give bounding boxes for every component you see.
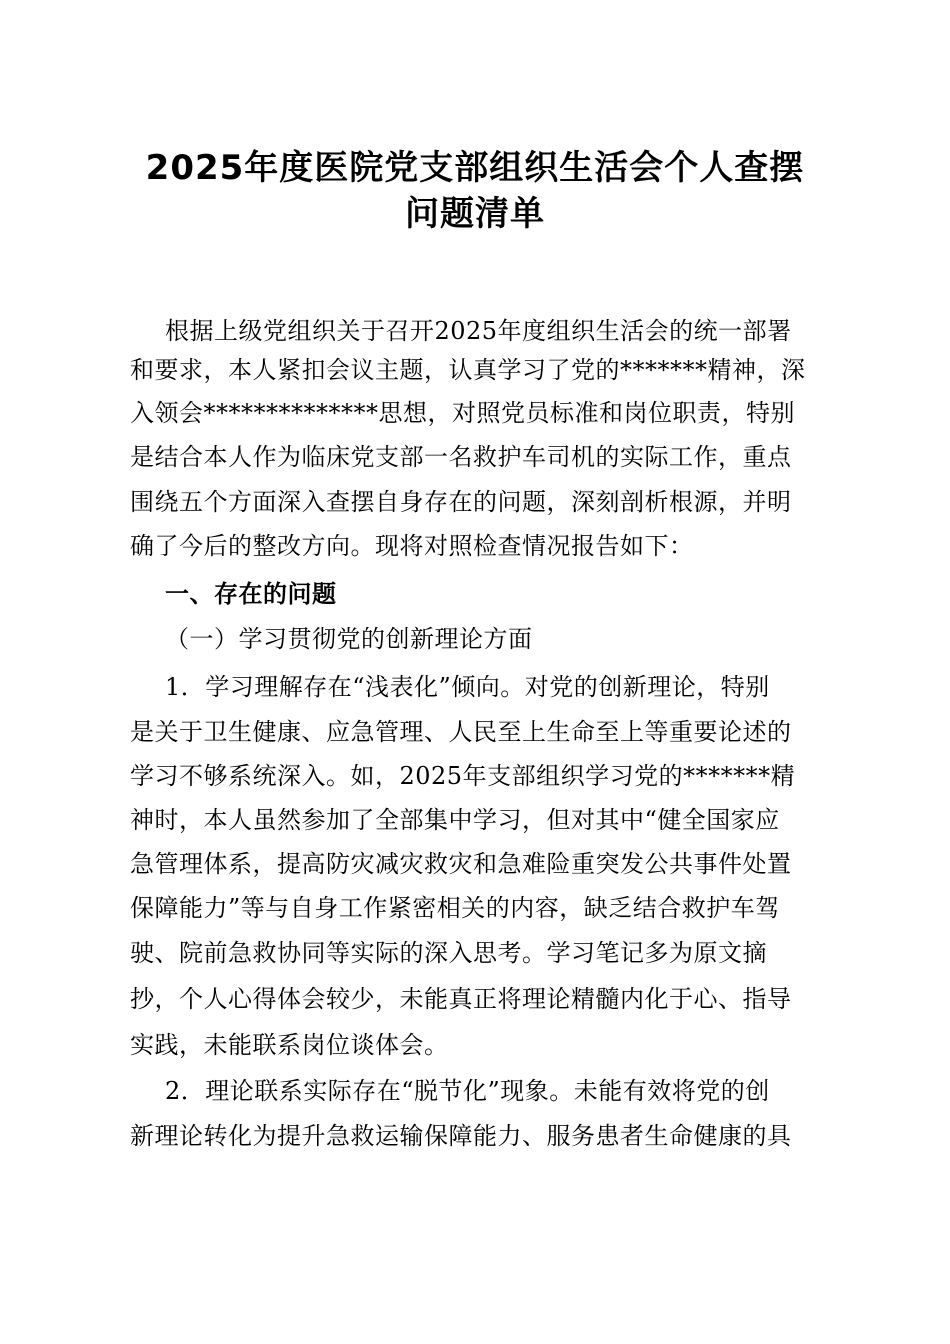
item-1-line: 保障能力”等与自身工作紧密相关的内容，缺乏结合救护车驾 (130, 894, 780, 922)
item-1-line: 急管理体系，提高防灾减灾救灾和急难险重突发公共事件处置 (130, 850, 792, 878)
subsection-heading: （一）学习贯彻党的创新理论方面 (165, 625, 533, 653)
intro-line: 和要求，本人紧扣会议主题，认真学习了党的*******精神，深 (130, 356, 806, 384)
item-1-line: 驶、院前急救协同等实际的深入思考。学习笔记多为原文摘 (130, 939, 767, 967)
item-1-line: 是关于卫生健康、应急管理、人民至上生命至上等重要论述的 (130, 718, 792, 746)
item-1-line: 实践，未能联系岗位谈体会。 (130, 1031, 449, 1059)
intro-line: 入领会**************思想，对照党员标准和岗位职责，特别 (130, 399, 795, 427)
item-2-line: 新理论转化为提升急救运输保障能力、服务患者生命健康的具 (130, 1122, 792, 1150)
item-1-line: 神时，本人虽然参加了全部集中学习，但对其中“健全国家应 (130, 806, 780, 834)
item-1-line: 学习不够系统深入。如，2025年支部组织学习党的*******精 (130, 762, 796, 790)
item-2-line: 2．理论联系实际存在“脱节化”现象。未能有效将党的创 (165, 1077, 770, 1105)
intro-line: 是结合本人作为临床党支部一名救护车司机的实际工作，重点 (130, 443, 792, 471)
item-1-line: 1．学习理解存在“浅表化”倾向。对党的创新理论，特别 (165, 673, 770, 701)
item-1-line: 抄，个人心得体会较少，未能真正将理论精髓内化于心、指导 (130, 985, 792, 1013)
document-title-line-1: 2025年度医院党支部组织生活会个人查摆 (145, 148, 805, 188)
intro-line: 确了今后的整改方向。现将对照检查情况报告如下： (130, 532, 694, 560)
intro-line: 根据上级党组织关于召开2025年度组织生活会的统一部署 (165, 317, 792, 345)
intro-line: 围绕五个方面深入查摆自身存在的问题，深刻剖析根源，并明 (130, 488, 792, 516)
document-title-line-2: 问题清单 (405, 194, 545, 234)
section-heading: 一、存在的问题 (165, 580, 337, 608)
